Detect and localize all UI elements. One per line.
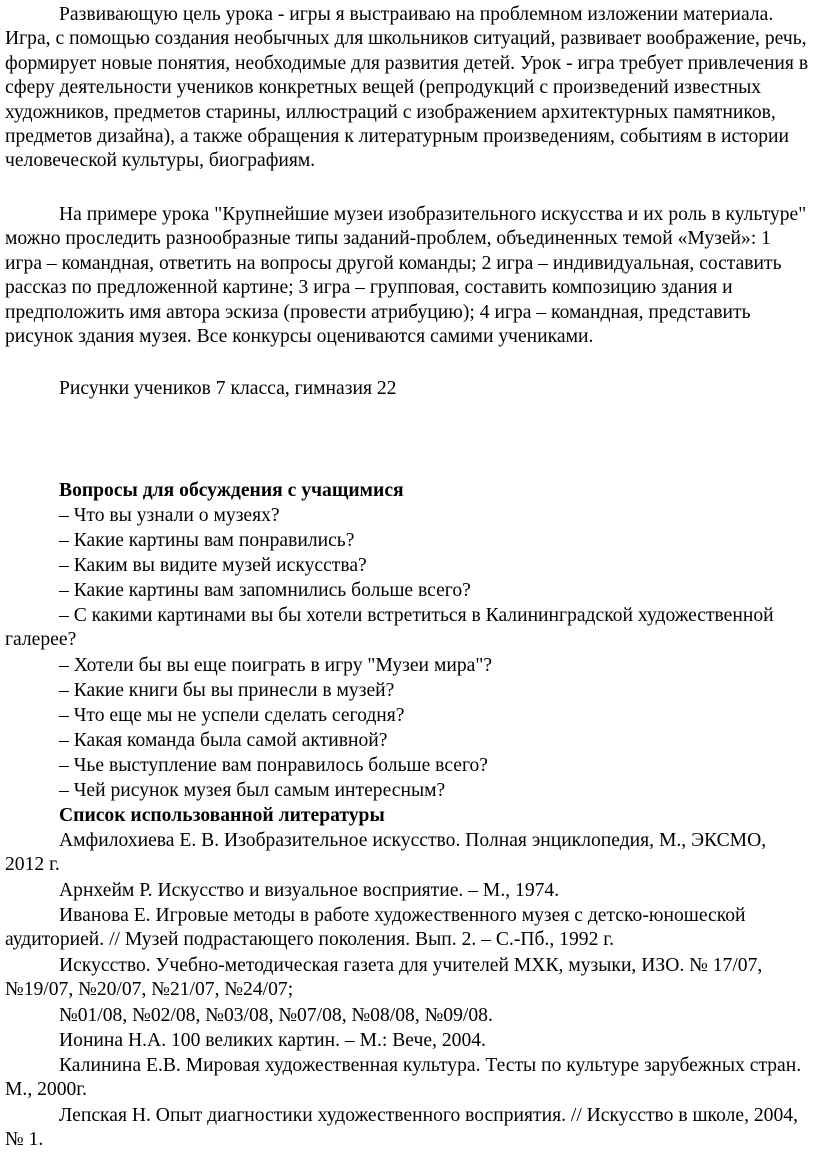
question-item: – Чей рисунок музея был самым интересным? <box>59 780 446 801</box>
reference-item: Арнхейм Р. Искусство и визуальное восприятие. – М., 1974. <box>59 880 560 901</box>
question-item: – Хотели бы вы еще поиграть в игру "Музеи мира"? <box>59 655 493 676</box>
question-item: – Какие картины вам понравились? <box>59 530 355 551</box>
question-item: – Что вы узнали о музеях? <box>59 505 280 526</box>
reference-item: Искусство. Учебно-методическая газета для учителей МХК, музыки, ИЗО. № 17/07, №19/07, №20/07, №21/07, №24/07; <box>5 955 763 1001</box>
references-heading: Список использованной литературы <box>59 805 385 826</box>
intro-paragraph-2: На примере урока "Крупнейшие музеи изобразительного искусства и их роль в культуре" можно проследить разнообразные типы заданий-проблем, объединенных темой «Музей»: 1 игра – командная, ответить на вопросы другой команды; 2 игра – индивидуальная, составить рассказ по предложенной картине; 3 игра – групповая, составить композицию здания и предположить имя автора эскиза (провести атрибуцию); 4 игра – командная, представить рисунок здания музея. Все конкурсы оцениваются самими учениками. <box>5 204 807 348</box>
question-item: – Какая команда была самой активной? <box>59 730 388 751</box>
question-item: – Что еще мы не успели сделать сегодня? <box>59 705 405 726</box>
reference-item: Калинина Е.В. Мировая художественная культура. Тесты по культуре зарубежных стран. М., 2000г. <box>5 1055 802 1101</box>
reference-item: Лепская Н. Опыт диагностики художественного восприятия. // Искусство в школе, 2004, № 1. <box>5 1105 798 1151</box>
question-item: – Какие книги бы вы принесли в музей? <box>59 680 395 701</box>
intro-paragraph-3: Рисунки учеников 7 класса, гимназия 22 <box>59 378 397 399</box>
reference-item: №01/08, №02/08, №03/08, №07/08, №08/08, №09/08. <box>59 1005 493 1026</box>
question-item: – Чье выступление вам понравилось больше всего? <box>59 755 488 776</box>
reference-item: Иванова Е. Игровые методы в работе художественного музея с детско-юношеской аудиторией. // Музей подрастающего поколения. Вып. 2. – С.-Пб., 1992 г. <box>5 905 746 951</box>
intro-paragraph-1: Развивающую цель урока - игры я выстраиваю на проблемном изложении материала. Игра, с помощью создания необычных для школьников ситуаций, развивает воображение, речь, формирует новые понятия, необходимые для развития детей. Урок - игра требует привлечения в сферу деятельности учеников конкретных вещей (репродукций с произведений известных художников, предметов старины, иллюстраций с изображением архитектурных памятников, предметов дизайна), а также обращения к литературным произведениям, событиям в истории человеческой культуры, биографиям. <box>5 4 809 172</box>
question-item: – Какие картины вам запомнились больше всего? <box>59 580 471 601</box>
questions-heading: Вопросы для обсуждения с учащимися <box>59 480 404 501</box>
reference-item: Ионина Н.А. 100 великих картин. – М.: Вече, 2004. <box>59 1030 486 1051</box>
question-item: – С какими картинами вы бы хотели встретиться в Калининградской художественной галерее? <box>5 605 774 651</box>
reference-item: Амфилохиева Е. В. Изобразительное искусство. Полная энциклопедия, М., ЭКСМО, 2012 г. <box>5 830 767 876</box>
question-item: – Каким вы видите музей искусства? <box>59 555 367 576</box>
